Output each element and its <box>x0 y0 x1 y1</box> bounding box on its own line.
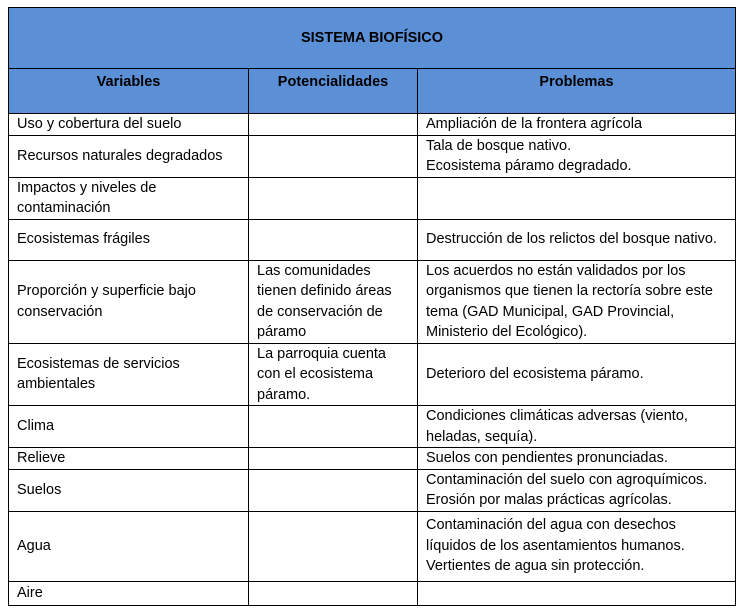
problema-cell <box>418 177 736 219</box>
header-row <box>9 69 736 114</box>
variable-cell: Ecosistemas de servicios ambientales <box>9 343 249 406</box>
table-row <box>9 448 736 470</box>
variable-cell: Relieve <box>9 448 249 470</box>
potencialidad-cell <box>249 469 418 511</box>
table-body <box>9 114 736 606</box>
potencialidad-cell <box>249 406 418 448</box>
problema-cell <box>418 260 736 343</box>
variable-cell: Ecosistemas frágiles <box>9 219 249 260</box>
table-row <box>9 469 736 511</box>
potencialidad-cell <box>249 511 418 581</box>
variable-cell: Uso y cobertura del suelo <box>9 114 249 136</box>
table-row <box>9 114 736 136</box>
problema-line: Tala de bosque nativo. <box>426 137 572 154</box>
title-row <box>9 8 736 69</box>
table-row <box>9 135 736 177</box>
variable-cell: Agua <box>9 511 249 581</box>
problema-line: Vertientes de agua sin protección. <box>426 558 645 575</box>
potencialidad-cell <box>249 114 418 136</box>
potencialidad-cell <box>249 448 418 470</box>
problema-cell <box>418 219 736 260</box>
biophysical-system-table <box>8 7 736 606</box>
problema-line: Los acuerdos no están validados por los organismos que tienen la rectoría sobre este tema (GAD Municipal, GAD Provincial, Ministerio del Ecológico). <box>426 262 713 340</box>
problema-cell <box>418 343 736 406</box>
potencialidad-cell <box>249 135 418 177</box>
table-row <box>9 511 736 581</box>
problema-line: Suelos con pendientes pronunciadas. <box>426 450 668 466</box>
problema-cell <box>418 469 736 511</box>
variable-cell: Proporción y superficie bajo conservación <box>9 260 249 343</box>
variable-cell: Impactos y niveles de contaminación <box>9 177 249 219</box>
problema-cell <box>418 448 736 470</box>
table-row <box>9 406 736 448</box>
problema-cell <box>418 511 736 581</box>
header-problemas: Problemas <box>418 69 736 114</box>
problema-line: Condiciones climáticas adversas (viento, heladas, sequía). <box>426 408 688 445</box>
problema-line: Contaminación del agua con desechos líquidos de los asentamientos humanos. <box>426 517 685 554</box>
variable-cell: Suelos <box>9 469 249 511</box>
problema-line: Erosión por malas prácticas agrícolas. <box>426 492 672 508</box>
table-row <box>9 343 736 406</box>
variable-cell: Clima <box>9 406 249 448</box>
problema-line: Ampliación de la frontera agrícola <box>426 116 643 132</box>
potencialidad-cell <box>249 581 418 605</box>
potencialidad-cell <box>249 177 418 219</box>
potencialidad-cell: La parroquia cuenta con el ecosistema páramo. <box>249 343 418 406</box>
table-row <box>9 219 736 260</box>
problema-line: Contaminación del suelo con agroquímicos. <box>426 471 708 488</box>
problema-line: Ecosistema páramo degradado. <box>426 158 632 174</box>
problema-cell <box>418 114 736 136</box>
variable-cell: Aire <box>9 581 249 605</box>
table-row <box>9 177 736 219</box>
problema-cell <box>418 581 736 605</box>
problema-line: Deterioro del ecosistema páramo. <box>426 366 644 382</box>
problema-line: Destrucción de los relictos del bosque nativo. <box>426 231 717 248</box>
problema-cell <box>418 135 736 177</box>
table-row <box>9 581 736 605</box>
header-variables: Variables <box>9 69 249 114</box>
variable-cell: Recursos naturales degradados <box>9 135 249 177</box>
problema-cell <box>418 406 736 448</box>
header-potencialidades: Potencialidades <box>249 69 418 114</box>
potencialidad-cell <box>249 219 418 260</box>
potencialidad-cell: Las comunidades tienen definido áreas de conservación de páramo <box>249 260 418 343</box>
table-row <box>9 260 736 343</box>
table-title: SISTEMA BIOFÍSICO <box>9 8 736 69</box>
